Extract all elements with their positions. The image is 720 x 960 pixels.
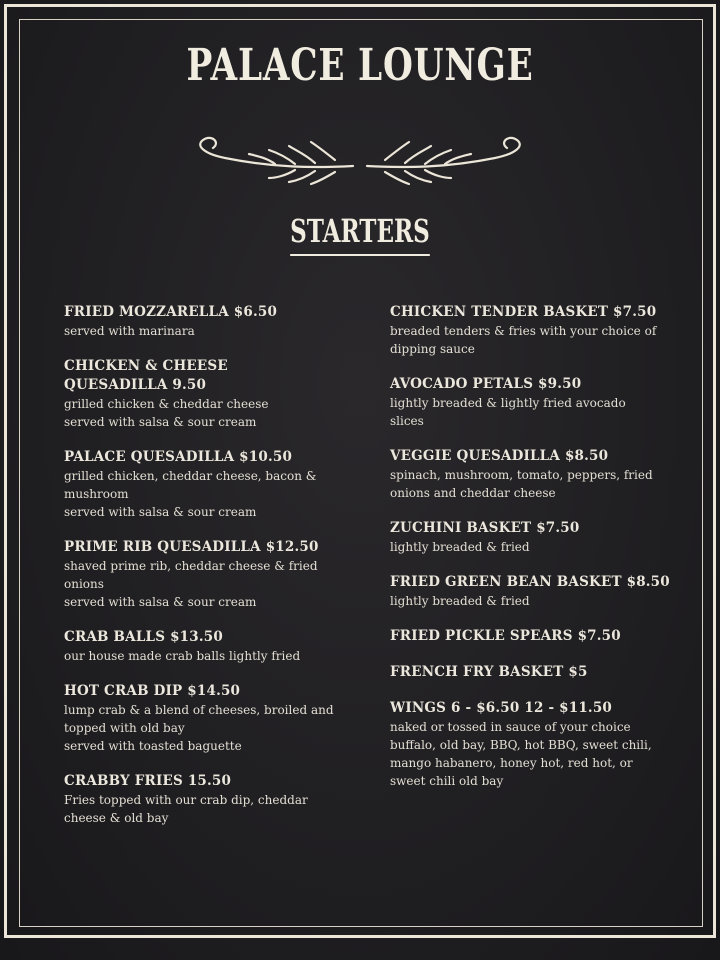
menu-item xyxy=(390,699,690,790)
menu-item xyxy=(390,303,690,358)
item-name: FRIED MOZZARELLA $6.50 xyxy=(64,304,278,320)
menu-item xyxy=(64,357,364,431)
item-name: PRIME RIB QUESADILLA $12.50 xyxy=(64,539,319,555)
item-name: WINGS 6 - $6.50 12 - $11.50 xyxy=(390,700,613,716)
menu-item xyxy=(64,538,364,611)
menu-item xyxy=(64,628,364,665)
item-name: FRENCH FRY BASKET $5 xyxy=(390,664,588,680)
item-description: naked or tossed in sauce of your choice buffalo, old bay, BBQ, hot BBQ, sweet chili, mango habanero, honey hot, red hot, or sweet chili old bay xyxy=(390,720,652,788)
item-name: FRIED PICKLE SPEARS $7.50 xyxy=(390,628,621,644)
section-heading: STARTERS xyxy=(0,212,720,256)
item-name: PALACE QUESADILLA $10.50 xyxy=(64,449,293,465)
leaf-flourish-icon xyxy=(185,128,535,188)
item-description: our house made crab balls lightly fried xyxy=(64,649,301,663)
item-name: CRAB BALLS $13.50 xyxy=(64,629,223,645)
left-column xyxy=(64,303,364,844)
item-description: lightly breaded & lightly fried avocado slices xyxy=(390,396,626,428)
menu-item xyxy=(64,303,364,340)
item-description: lightly breaded & fried xyxy=(390,540,530,554)
item-description: shaved prime rib, cheddar cheese & fried onions served with salsa & sour cream xyxy=(64,559,318,609)
item-description: spinach, mushroom, tomato, peppers, fried onions and cheddar cheese xyxy=(390,468,653,500)
right-column xyxy=(390,303,690,807)
menu-item xyxy=(390,663,690,682)
menu-item xyxy=(64,448,364,521)
item-description: Fries topped with our crab dip, cheddar cheese & old bay xyxy=(64,793,308,825)
menu-title: PALACE LOUNGE xyxy=(186,40,534,91)
item-name: AVOCADO PETALS $9.50 xyxy=(390,376,582,392)
menu-item xyxy=(390,573,690,610)
menu-item xyxy=(64,772,364,827)
item-description: lump crab & a blend of cheeses, broiled and topped with old bay served with toasted baguette xyxy=(64,703,334,753)
menu-item xyxy=(64,682,364,755)
item-name: VEGGIE QUESADILLA $8.50 xyxy=(390,448,609,464)
item-description: lightly breaded & fried xyxy=(390,594,530,608)
item-name: HOT CRAB DIP $14.50 xyxy=(64,683,241,699)
menu-item xyxy=(390,519,690,556)
item-description: grilled chicken, cheddar cheese, bacon & mushroom served with salsa & sour cream xyxy=(64,469,317,519)
item-name: ZUCHINI BASKET $7.50 xyxy=(390,520,580,536)
item-description: grilled chicken & cheddar cheese served with salsa & sour cream xyxy=(64,397,269,429)
item-name: CHICKEN TENDER BASKET $7.50 xyxy=(390,304,657,320)
menu-item xyxy=(390,447,690,502)
item-name: CHICKEN & CHEESE QUESADILLA 9.50 xyxy=(64,358,228,393)
menu-item xyxy=(390,627,690,646)
item-name: CRABBY FRIES 15.50 xyxy=(64,773,232,789)
item-description: served with marinara xyxy=(64,324,195,338)
item-description: breaded tenders & fries with your choice of dipping sauce xyxy=(390,324,657,356)
item-name: FRIED GREEN BEAN BASKET $8.50 xyxy=(390,574,670,590)
menu-item xyxy=(390,375,690,430)
